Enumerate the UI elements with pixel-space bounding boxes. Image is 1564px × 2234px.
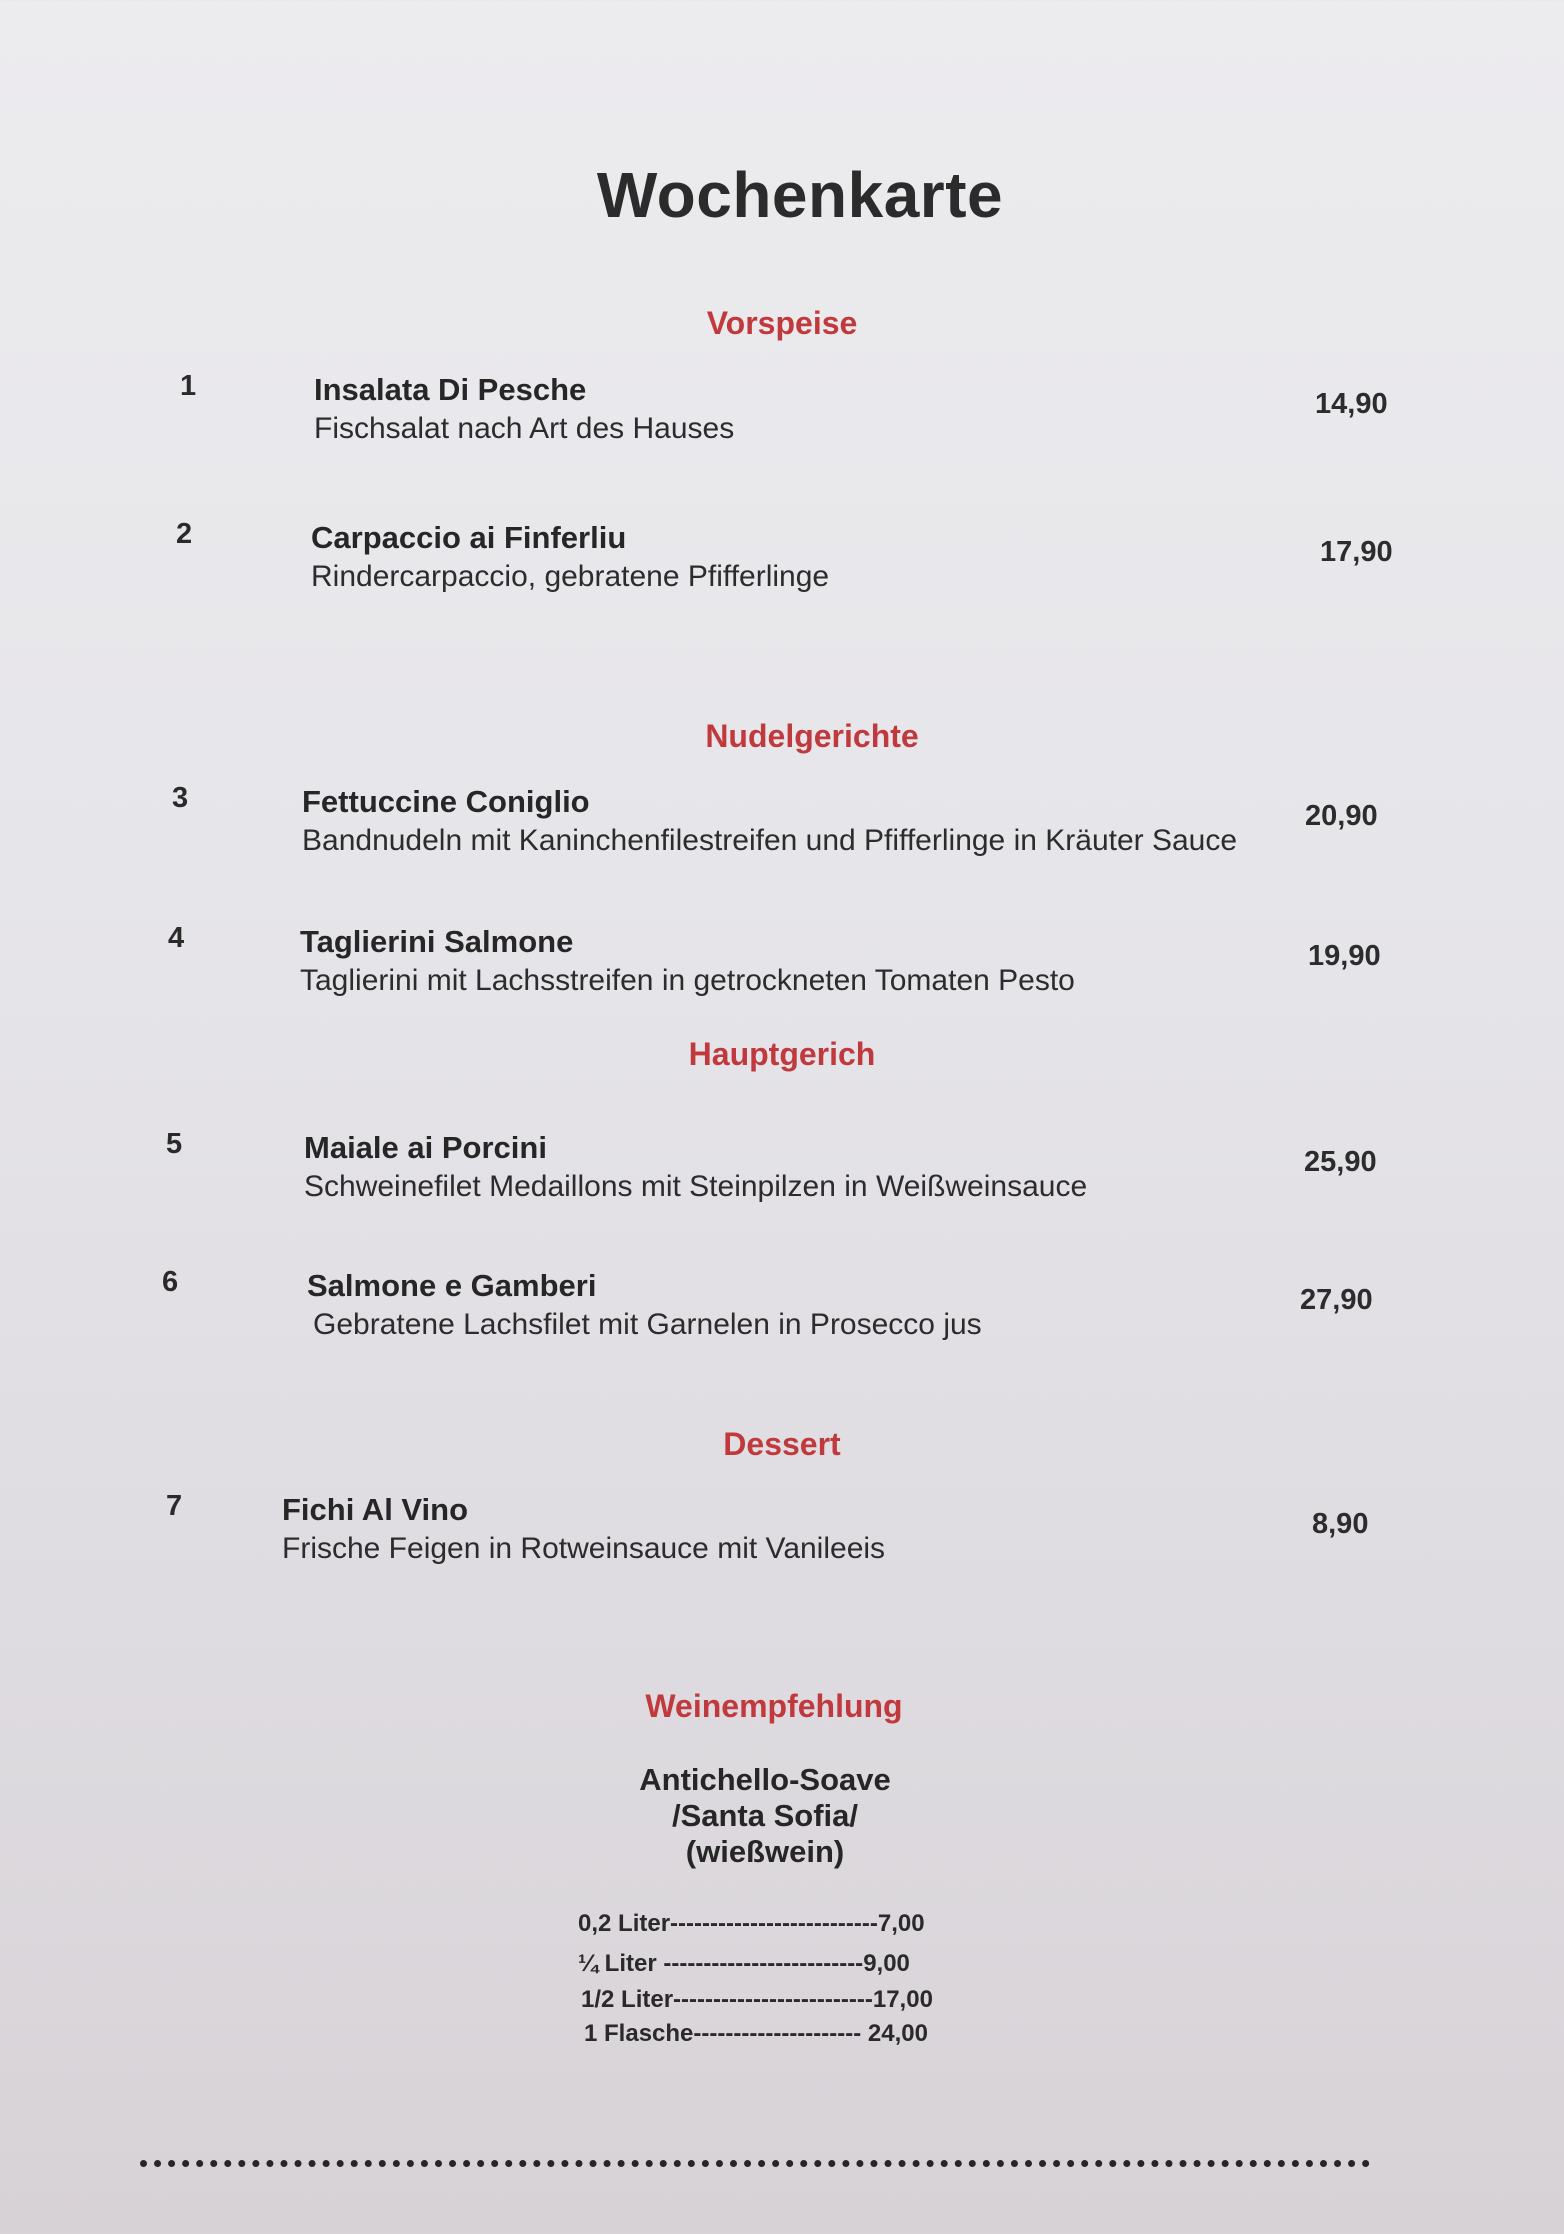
wine-size-label: 1/2 Liter	[581, 1986, 674, 2013]
item-price: 8,90	[1312, 1508, 1369, 1540]
wine-dashes: -------------------------	[656, 1950, 864, 1977]
item-name: Taglierini Salmone	[300, 924, 574, 959]
item-number: 4	[168, 922, 185, 954]
wine-dashes: -------------------------	[673, 1986, 873, 2013]
item-number: 2	[176, 518, 193, 550]
section-heading-hauptgericht: Hauptgerich	[688, 1036, 876, 1072]
wine-name-line: Antichello-Soave	[639, 1762, 891, 1797]
item-number: 6	[162, 1266, 179, 1298]
item-number: 1	[180, 370, 197, 402]
menu-item	[0, 370, 1564, 470]
item-name: Fettuccine Coniglio	[302, 784, 590, 819]
item-name: Insalata Di Pesche	[314, 372, 587, 407]
wine-dashes: ---------------------	[693, 2020, 868, 2047]
item-description: Fischsalat nach Art des Hauses	[314, 412, 735, 445]
item-description: Rindercarpaccio, gebratene Pfifferlinge	[311, 560, 830, 593]
wine-price: 24,00	[867, 2020, 928, 2047]
menu-item	[0, 922, 1564, 1022]
item-price: 14,90	[1315, 388, 1388, 420]
wine-price-row	[578, 1910, 925, 1938]
item-number: 3	[172, 782, 189, 814]
wine-price: 9,00	[863, 1950, 910, 1977]
menu-item	[0, 1266, 1564, 1366]
wine-size-label: 1 Flasche	[584, 2020, 694, 2047]
wine-size-label: 0,2 Liter	[578, 1910, 671, 1937]
item-number: 7	[166, 1490, 183, 1522]
wine-price-row	[581, 1986, 933, 2014]
wine-name	[0, 1762, 1530, 1870]
item-name: Salmone e Gamberi	[307, 1268, 597, 1303]
item-description: Taglierini mit Lachsstreifen in getrockneten Tomaten Pesto	[300, 964, 1075, 997]
item-description: Bandnudeln mit Kaninchenfilestreifen und Pfifferlinge in Kräuter Sauce	[302, 824, 1238, 857]
section-heading-weinempfehlung: Weinempfehlung	[645, 1688, 903, 1724]
wine-price: 7,00	[877, 1910, 925, 1937]
section-heading-dessert: Dessert	[723, 1426, 841, 1462]
section-heading-nudelgerichte: Nudelgerichte	[705, 718, 919, 754]
item-name: Carpaccio ai Finferliu	[311, 520, 627, 555]
wine-type-line: (wießwein)	[685, 1834, 845, 1869]
item-price: 27,90	[1300, 1284, 1373, 1316]
menu-item	[0, 1490, 1564, 1590]
menu-item	[0, 782, 1564, 882]
item-number: 5	[166, 1128, 183, 1160]
menu-item	[0, 518, 1564, 618]
wine-price-row	[578, 1950, 910, 1978]
wine-dashes: --------------------------	[670, 1910, 878, 1937]
page-title: Wochenkarte	[596, 159, 1004, 231]
wine-size-label: ¼ Liter	[578, 1950, 657, 1977]
wine-price-row	[584, 2020, 928, 2048]
section-heading-vorspeise: Vorspeise	[706, 305, 858, 341]
item-price: 19,90	[1308, 940, 1381, 972]
wine-producer-line: /Santa Sofia/	[671, 1798, 859, 1833]
item-price: 17,90	[1320, 536, 1393, 568]
wine-price: 17,00	[872, 1986, 933, 2013]
menu-item	[0, 1128, 1564, 1228]
dotted-divider	[140, 2160, 1370, 2167]
item-price: 20,90	[1305, 800, 1378, 832]
item-name: Maiale ai Porcini	[304, 1130, 547, 1165]
item-description: Schweinefilet Medaillons mit Steinpilzen in Weißweinsauce	[304, 1170, 1088, 1203]
item-name: Fichi Al Vino	[282, 1492, 469, 1527]
item-description: Gebratene Lachsfilet mit Garnelen in Prosecco jus	[313, 1308, 982, 1341]
item-description: Frische Feigen in Rotweinsauce mit Vanileeis	[282, 1532, 886, 1565]
item-price: 25,90	[1304, 1146, 1377, 1178]
